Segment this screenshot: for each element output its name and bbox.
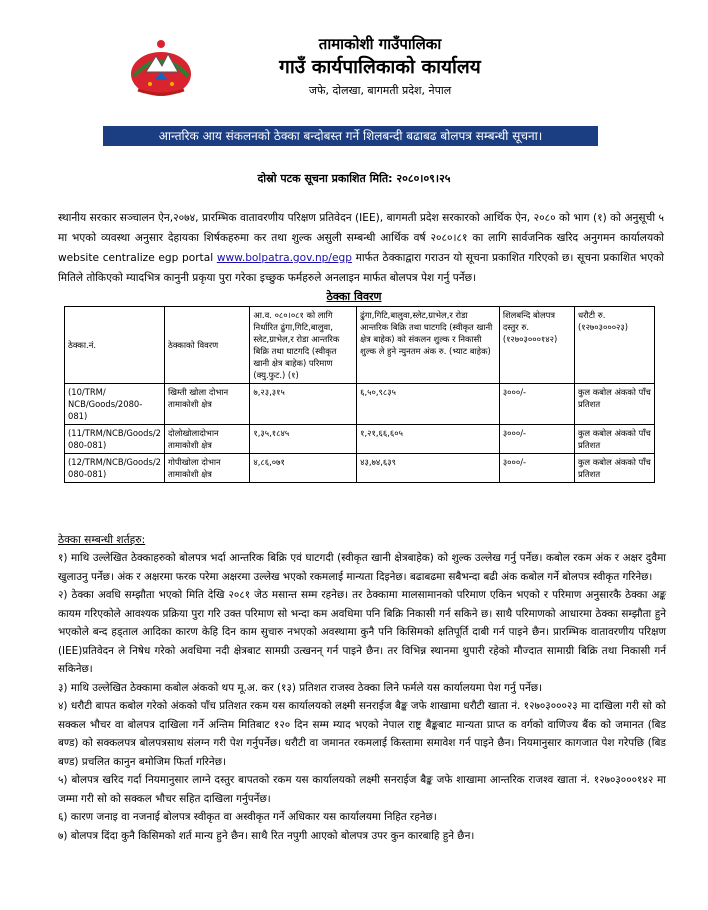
- condition-item: १) माथि उल्लेखित ठेक्काहरुको बोलपत्र भर्दा आन्तरिक बिक्रि एवं घाटगदी (स्वीकृत खानी क्षेत्रबाहेक) को शुल्क उल्लेख गर्नु पर्नेछ। कबोल रकम अंक र अक्षर दुवैमा खुलाउनु पर्नेछ। अंक र अक्षरमा फरक परेमा अक्षरमा उल्लेख भएको रकमलाई मान्यता दिइनेछ। बढाबढमा सबैभन्दा बढी अंक कबोल गर्ने बोलपत्र स्वीकृत गरिनेछ।: [58, 552, 666, 583]
- table-row: [65, 384, 655, 425]
- condition-item: ६) कारण जनाइ वा नजनाई बोलपत्र स्वीकृत वा अस्वीकृत गर्ने अधिकार यस कार्यालयमा निहित रहनेछ।: [58, 811, 437, 823]
- cell-bid-fee: ३०००/-: [499, 454, 574, 483]
- cell-min-amount: ६,५०,९८३५: [357, 384, 500, 425]
- office-heading: [200, 34, 560, 100]
- cell-description: गोपीखोला दोभान तामाकोशी क्षेत्र: [164, 454, 249, 483]
- municipality-name: तामाकोशी गाउँपालिका: [318, 35, 442, 53]
- cell-deposit: कुल कबोल अंकको पाँच प्रतिशत: [574, 425, 654, 454]
- condition-item: २) ठेक्का अवधि सम्झौता भएको मिति देखि २०८१ जेठ मसान्त सम्म रहनेछ। तर ठेक्कामा मालसामानको परिमाण एकिन भएको र परिमाण अनुसारकै ठेक्का अङ्क कायम गरिएकोले आवश्यक प्रक्रिया पुरा गरि उक्त परिमाण सो भन्दा कम अवधिमा पनि बिक्रि निकासी गर्न सकिने छ। साथै परिमाणको आधारमा ठेक्का सम्झौता हुने भएकोले बन्द हड्ताल आदिका कारण केहि दिन काम सुचारु नभएको अवस्थामा कुनै पनि किसिमको क्षतिपूर्ति दाबी गर्न पाइने छैन। प्रारम्भिक वातावरणीय परिक्षण (IEE)प्रतिवेदन ले निषेध गरेको अवधिमा नदी क्षेत्रबाट सामग्री उत्खनन् गर्न पाइने छैन। तर विभिन्न स्थानमा थुपारी रहेको मौज्दात सामाग्री बिक्रि तथा निकासी गर्न सकिनेछ।: [58, 589, 666, 675]
- intro-text-part2: मार्फत ठेक्काद्वारा गराउन यो सूचना प्रकाशित गरिएको छ। सूचना प्रकाशित भएको मितिले तोकिएको म्यादभित्र कानुनी प्रकृया पुरा गरेका इच्छुक फर्महरुले अनलाइन मार्फत बोलपत्र पेश गर्नु पर्नेछ।: [58, 252, 664, 284]
- conditions-title: ठेक्का सम्बन्धी शर्तहरु:: [58, 534, 146, 546]
- cell-contract-no: (11/TRM/NCB/Goods/2 080-081): [65, 425, 165, 454]
- condition-item: ४) धरौटी बापत कबोल गरेको अंकको पाँच प्रतिशत रकम यस कार्यालयको लक्ष्मी सनराईज बैङ्क जफे शाखामा धरौटी खाता नं. १२७०३०००२३ मा दाखिला गरी सो को सक्कल भौचर वा बोलपत्र दाखिला गर्ने अन्तिम मितिबाट १२० दिन सम्म म्याद भएको नेपाल राष्ट्र बैङ्कबाट मान्यता प्राप्त क वर्गको वाणिज्य बैंक को जमानत (बिड बण्ड) को सक्कलपत्र बोलपत्रसाथ संलग्न गरी पेश गर्नुपर्नेछ। धरौटी वा जमानत रकमलाई किस्तामा समावेश गर्न पाइने छैन। नियमानुसार कागजात पेश गरेपछि (बिड बण्ड) प्रचलित कानुन बमोजिम फिर्ता गरिनेछ।: [58, 700, 666, 768]
- office-name: गाउँ कार्यपालिकाको कार्यालय: [279, 56, 481, 78]
- cell-deposit: कुल कबोल अंकको पाँच प्रतिशत: [574, 384, 654, 425]
- intro-paragraph: [58, 208, 664, 288]
- col-header-quantity: आ.व. ०८०।०८१ को लागि निर्धारित ढुंगा,गिटि,बालुवा, स्लेट,ग्राभेल,र रोडा आन्तरिक बिक्रि तथा घाटगदि (स्वीकृत खानी क्षेत्र बाहेक) परिमाण (क्यु.फुट.) (१): [250, 307, 357, 384]
- condition-item: ३) माथि उल्लेखित ठेक्कामा कबोल अंकको थप मू.अ. कर (१३) प्रतिशत राजस्व ठेक्का लिने फर्मले यस कार्यालयमा पेश गर्नु पर्नेछ।: [58, 681, 542, 694]
- bolpatra-link[interactable]: www.bolpatra.gov.np/egp: [216, 252, 352, 264]
- letterhead: [0, 0, 708, 118]
- conditions-list: [58, 549, 666, 845]
- cell-bid-fee: ३०००/-: [499, 425, 574, 454]
- tender-table: [64, 306, 655, 483]
- cell-description: दोलोखोलादोभान तामाकोशी क्षेत्र: [164, 425, 249, 454]
- intro-text-part1: स्थानीय सरकार सञ्चालन ऐन,२०७४, प्रारम्भिक वातावरणीय परिक्षण प्रतिवेदन (IEE), बागमती प्रदेश सरकारको आर्थिक ऐन, २०८० को भाग (१) को अनुसूची ५ मा भएको व्यवस्था अनुसार देहायका शिर्षकहरुमा कर तथा शुल्क असुली सम्बन्धी आर्थिक वर्ष २०८०।८१ का लागि सार्वजनिक खरिद अनुगमन कार्यालयको website centralize egp portal: [58, 212, 664, 264]
- condition-item: ५) बोलपत्र खरिद गर्दा नियमानुसार लाग्ने दस्तुर बापतको रकम यस कार्यालयको लक्ष्मी सनराईज बैङ्क जफे शाखामा आन्तरिक राजश्व खाता नं. १२७०३०००१४२ मा जम्मा गरी सो को सक्कल भौचर सहित दाखिला गर्नुपर्नेछ।: [58, 774, 666, 805]
- col-header-deposit: धरौटी रु. (१२७०३०००२३): [574, 307, 654, 384]
- table-row: [65, 454, 655, 483]
- office-address: जफे, दोलखा, बागमती प्रदेश, नेपाल: [308, 84, 452, 97]
- cell-bid-fee: ३०००/-: [499, 384, 574, 425]
- cell-deposit: कुल कबोल अंकको पाँच प्रतिशत: [574, 454, 654, 483]
- col-header-min-amount: ढुंगा,गिटि,बालुवा,स्लेट,ग्राभेल,र रोडा आन्तरिक बिक्रि तथा घाटगदि (स्वीकृत खानी क्षेत्र बाहेक) को संकलन शुल्क र निकासी शुल्क ले हुने न्युनतम अंक रु. (भ्याट बाहेक): [357, 307, 500, 384]
- col-header-bid-fee: शिलबन्दि बोलपत्र दस्तुर रु. (१२७०३०००१४२): [499, 307, 574, 384]
- cell-min-amount: १,२१,६६,६०५: [357, 425, 500, 454]
- table-title: ठेक्का विवरण: [326, 290, 382, 303]
- table-row: [65, 425, 655, 454]
- condition-item: ७) बोलपत्र दिंदा कुनै किसिमको शर्त मान्य हुने छैन। साथै रित नपुगी आएको बोलपत्र उपर कुन कारबाहि हुने छैन।: [58, 829, 475, 842]
- col-header-contract-no: ठेक्का.नं.: [65, 307, 165, 384]
- cell-quantity: ४,८६,०७१: [250, 454, 357, 483]
- table-header-row: [65, 307, 655, 384]
- col-header-description: ठेक्काको विवरण: [164, 307, 249, 384]
- cell-min-amount: ४३,७४,६३९: [357, 454, 500, 483]
- cell-quantity: १,३५,१८४५: [250, 425, 357, 454]
- notice-banner: आन्तरिक आय संकलनको ठेक्का बन्दोबस्त गर्ने शिलबन्दी बढाबढ बोलपत्र सम्बन्धी सूचना।: [103, 126, 598, 146]
- cell-contract-no: (10/TRM/ NCB/Goods/2080-081): [65, 384, 165, 425]
- nepal-emblem-icon: [126, 36, 196, 98]
- cell-quantity: ७,२३,३१५: [250, 384, 357, 425]
- cell-description: खिम्ती खोला दोभान तामाकोशी क्षेत्र: [164, 384, 249, 425]
- publication-date: दोस्रो पटक सूचना प्रकाशित मिति: २०८०।०९।२५: [257, 172, 451, 185]
- cell-contract-no: (12/TRM/NCB/Goods/2 080-081): [65, 454, 165, 483]
